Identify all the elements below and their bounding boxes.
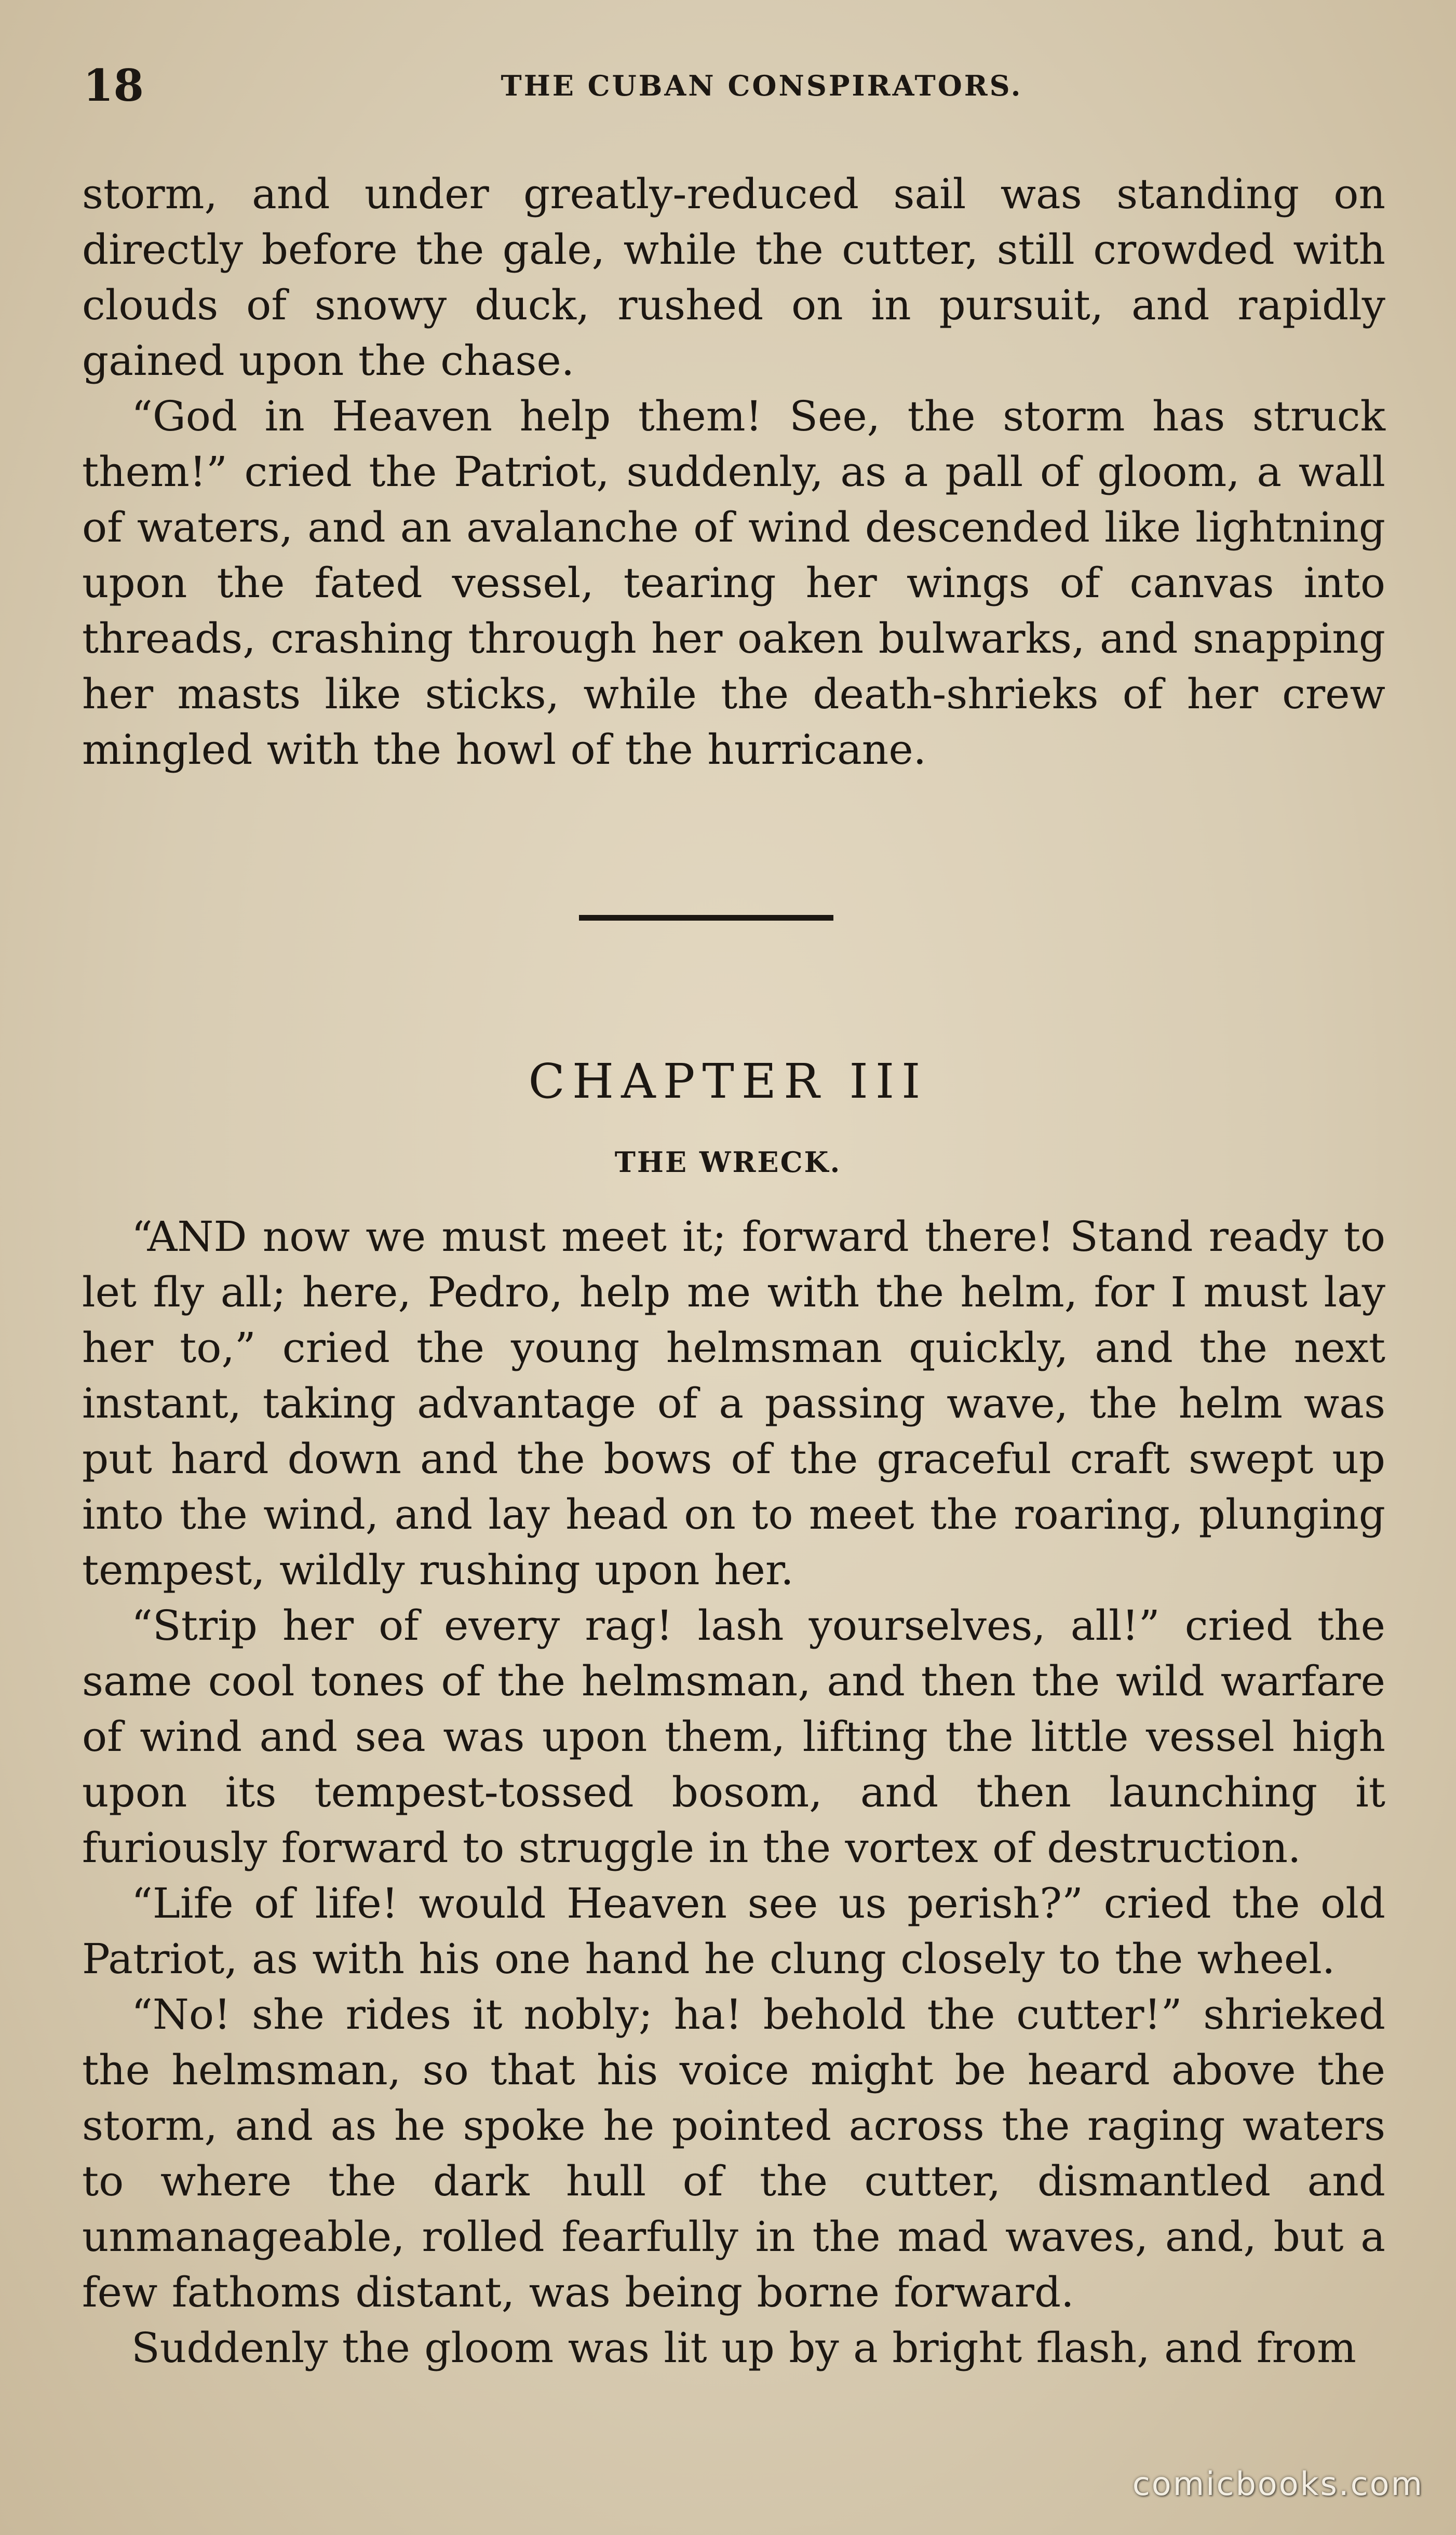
paragraph: “No! she rides it nobly; ha! behold the cutter!” shrieked the helmsman, so that his voice might be heard above the storm, and as he spoke he pointed across the raging waters to where the dark hull of the cutter, dismantled and unmanageable, rolled fearfully in the mad waves, and, but a few fathoms distant, was being borne forward.: [82, 1990, 1385, 2316]
paragraph: “Strip her of every rag! lash yourselves, all!” cried the same cool tones of the helmsman, and then the wild warfare of wind and sea was upon them, lifting the little vessel high upon its tempest-tossed bosom, and then launching it furiously forward to struggle in the vortex of destruction.: [82, 1601, 1385, 1872]
chapter-subtitle: THE WRECK.: [614, 1145, 842, 1179]
paragraph: Suddenly the gloom was lit up by a bright flash, and from: [131, 2324, 1356, 2372]
paragraph: “AND now we must meet it; forward there! Stand ready to let fly all; here, Pedro, help me with the helm, for I must lay her to,” cried the young helmsman quickly, and the next instant, taking advantage of a passing wave, the helm was put hard down and the bows of the graceful craft swept up into the wind, and lay head on to meet the roaring, plunging tempest, wildly rushing upon her.: [82, 1212, 1385, 1594]
running-title: THE CUBAN CONSPIRATORS.: [501, 69, 1023, 102]
paragraph: “God in Heaven help them! See, the storm has struck them!” cried the Patriot, suddenly, as a pall of gloom, a wall of waters, and an avalanche of wind descended like lightning upon the fated vessel, tearing her wings of canvas into threads, crashing through her oaken bulwarks, and snapping her masts like sticks, while the death-shrieks of her crew mingled with the howl of the hurricane.: [82, 392, 1385, 774]
text-block-chapter: [82, 1209, 1385, 2376]
section-divider: [579, 915, 833, 921]
text-block-continued: [82, 166, 1385, 777]
page-number: 18: [83, 60, 144, 111]
paragraph: storm, and under greatly-reduced sail was standing on directly before the gale, while the cutter, still crowded with clouds of snowy duck, rushed on in pursuit, and rapidly gained upon the chase.: [82, 170, 1385, 385]
paragraph: “Life of life! would Heaven see us perish?” cried the old Patriot, as with his one hand he clung closely to the wheel.: [82, 1879, 1385, 1983]
chapter-title: CHAPTER III: [528, 1054, 928, 1109]
watermark: comicbooks.com: [1132, 2465, 1424, 2503]
running-head: [83, 57, 1378, 114]
